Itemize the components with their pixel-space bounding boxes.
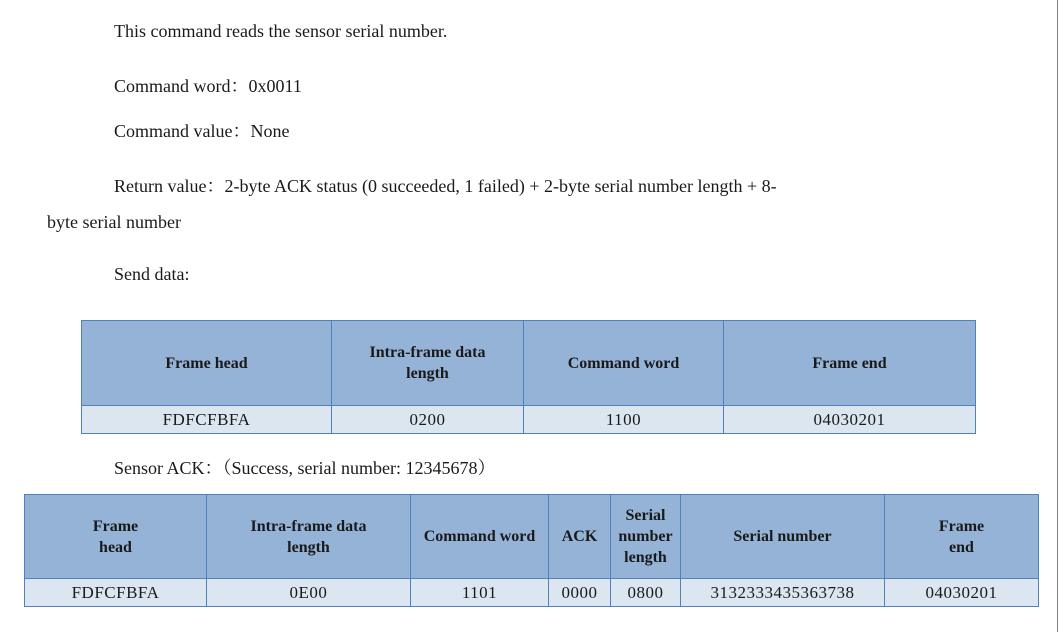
cell-ack: 0000 — [549, 579, 611, 607]
ack-table — [24, 494, 1039, 607]
header-frame-head: Frame head — [82, 321, 332, 406]
return-value-paragraph-cont: byte serial number — [47, 212, 181, 232]
cell-frame-head: FDFCFBFA — [25, 579, 207, 607]
header-serial-number: Serial number — [681, 495, 885, 579]
table-row — [25, 579, 1039, 607]
header-intra-frame-data-length: Intra-frame data length — [332, 321, 524, 406]
table-header-row — [82, 321, 976, 406]
cell-serial-number-length: 0800 — [611, 579, 681, 607]
command-word-paragraph: Command word：0x0011 — [114, 76, 302, 96]
command-value-paragraph: Command value：None — [114, 121, 290, 141]
header-command-word: Command word — [524, 321, 724, 406]
sensor-ack-paragraph: Sensor ACK：（Success, serial number: 12345678） — [114, 458, 496, 478]
header-command-word: Command word — [411, 495, 549, 579]
cell-frame-end: 04030201 — [724, 406, 976, 434]
cell-frame-end: 04030201 — [885, 579, 1039, 607]
intro-paragraph: This command reads the sensor serial number. — [114, 21, 448, 41]
header-intra-frame-data-length: Intra-frame data length — [207, 495, 411, 579]
page-border — [1057, 0, 1058, 632]
table-header-row — [25, 495, 1039, 579]
header-frame-head: Frame head — [25, 495, 207, 579]
cell-intra-frame-data-length: 0E00 — [207, 579, 411, 607]
cell-command-word: 1100 — [524, 406, 724, 434]
table-row — [82, 406, 976, 434]
cell-frame-head: FDFCFBFA — [82, 406, 332, 434]
cell-command-word: 1101 — [411, 579, 549, 607]
return-value-paragraph: Return value：2-byte ACK status (0 succeeded, 1 failed) + 2-byte serial number length + 8- — [114, 176, 777, 196]
header-ack: ACK — [549, 495, 611, 579]
header-serial-number-length: Serial number length — [611, 495, 681, 579]
cell-serial-number: 3132333435363738 — [681, 579, 885, 607]
header-frame-end: Frame end — [885, 495, 1039, 579]
send-data-paragraph: Send data: — [114, 264, 190, 284]
send-data-table — [81, 320, 976, 434]
header-frame-end: Frame end — [724, 321, 976, 406]
cell-intra-frame-data-length: 0200 — [332, 406, 524, 434]
